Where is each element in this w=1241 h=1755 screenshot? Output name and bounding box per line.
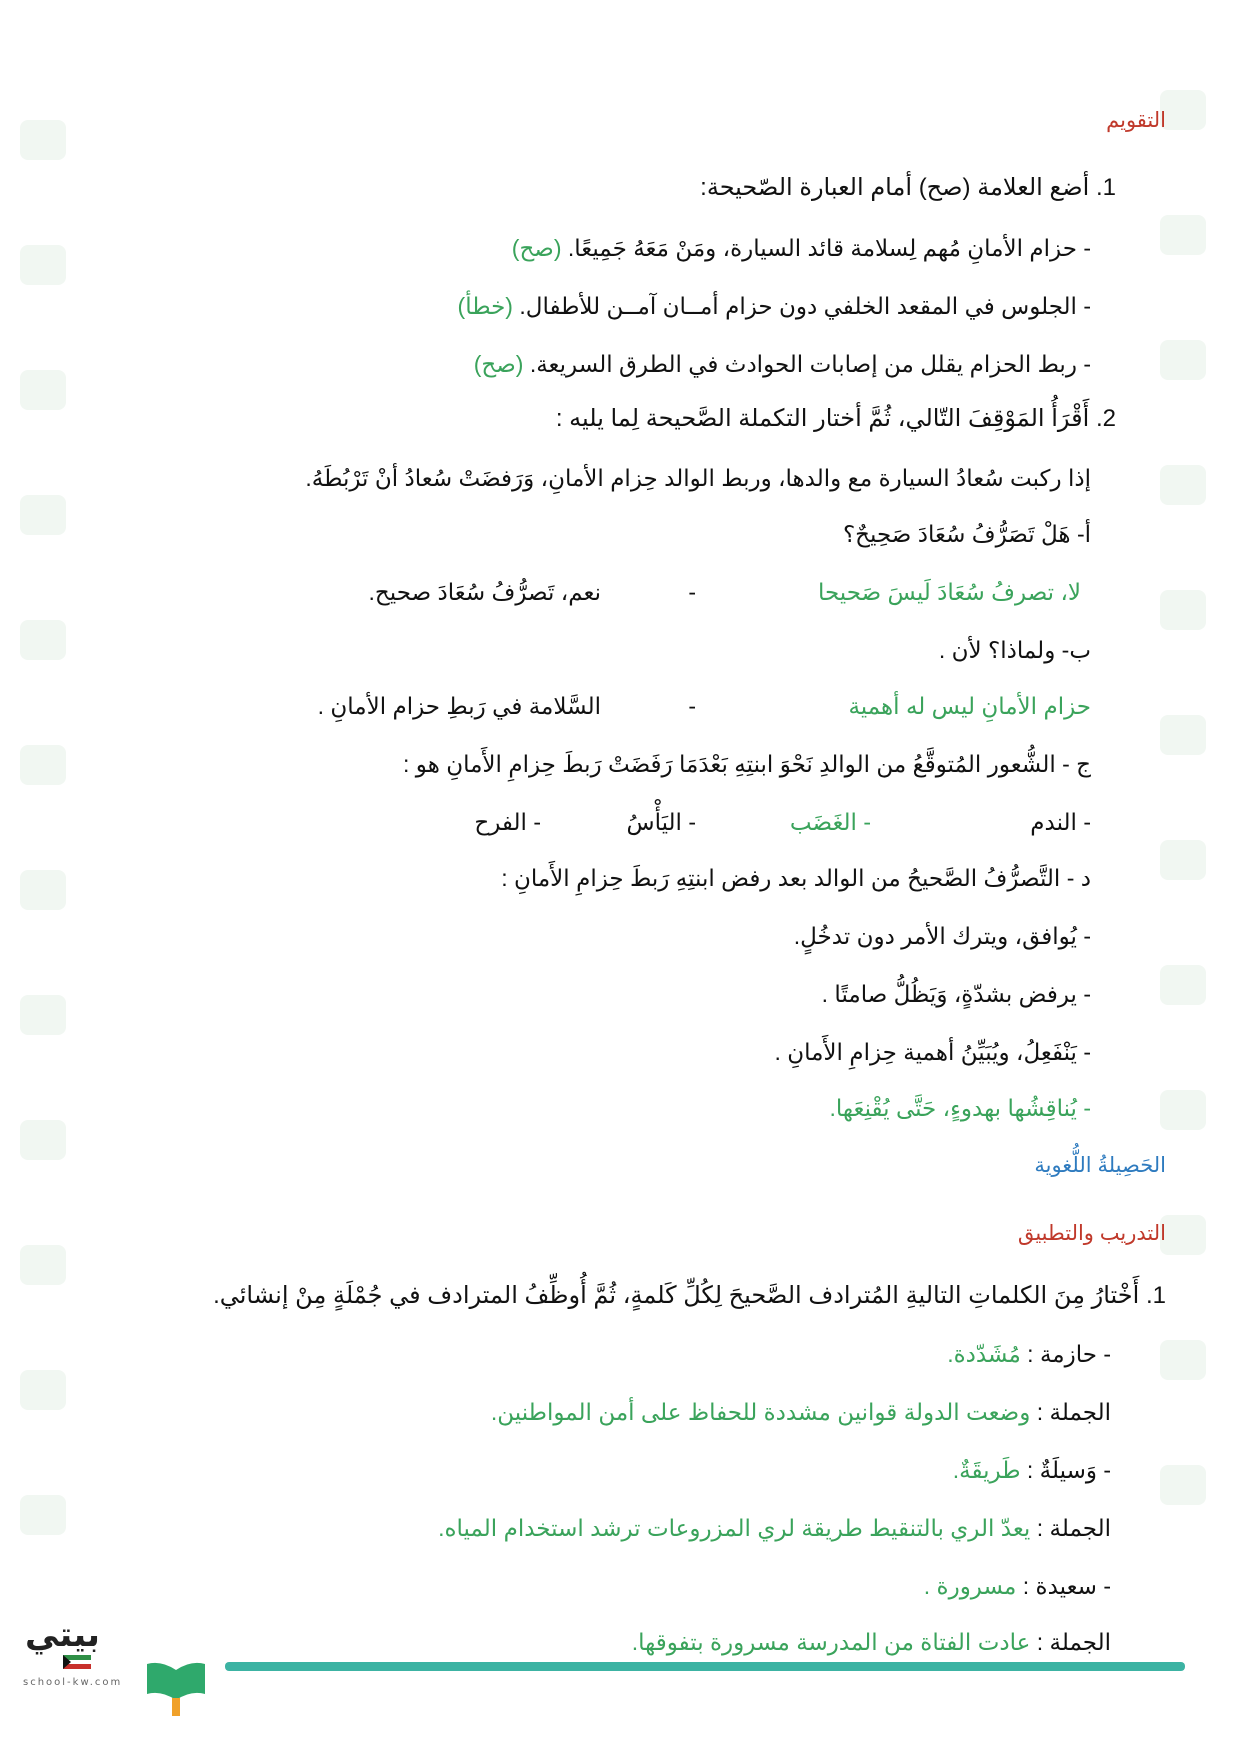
watermark-logo bbox=[20, 620, 66, 660]
question-1-heading: 1. أضع العلامة (صح) أمام العبارة الصّحيحة: bbox=[700, 174, 1116, 201]
q1-item-text: - حزام الأمانِ مُهم لِسلامة قائد السيارة، ومَنْ مَعَهُ جَمِيعًا. bbox=[567, 235, 1091, 261]
practice-1-heading: 1. أَخْتارُ مِنَ الكلماتِ التاليةِ المُترادف الصَّحيحَ لِكُلِّ كَلمةٍ، ثُمَّ أُوظِّفُ المترادف في جُمْلَةٍ مِنْ إنشائي. bbox=[213, 1282, 1166, 1309]
q1-item-2 bbox=[458, 290, 1091, 322]
q2-c-option-4: - الفرح bbox=[474, 809, 541, 835]
book-logo-icon bbox=[145, 1660, 207, 1710]
q2-a-question: أ- هَلْ تَصَرُّفُ سُعَادَ صَحِيحٌ؟ bbox=[842, 521, 1091, 547]
entry-synonym: مسرورة . bbox=[923, 1573, 1017, 1599]
entry-word: - سعيدة : bbox=[1022, 1573, 1111, 1599]
q1-item-1 bbox=[512, 232, 1091, 264]
entry-synonym: مُشَدّدة. bbox=[947, 1341, 1021, 1367]
watermark-logo bbox=[20, 120, 66, 160]
q2-d-option-1: - يُوافق، ويترك الأمر دون تدخُلٍ. bbox=[793, 923, 1091, 949]
practice-entry-sentence bbox=[491, 1396, 1111, 1428]
practice-entry-sentence bbox=[632, 1626, 1111, 1658]
sentence-text: عادت الفتاة من المدرسة مسرورة بتفوقها. bbox=[631, 1629, 1031, 1655]
q2-c-option-correct: - الغَضَب bbox=[789, 809, 871, 835]
watermark-logo bbox=[20, 1495, 66, 1535]
kuwait-flag-icon bbox=[63, 1655, 91, 1669]
q2-passage: إذا ركبت سُعادُ السيارة مع والدها، وربط الوالد حِزام الأمانِ، وَرَفضَتْ سُعادُ أنْ تَرْبُطَهُ. bbox=[305, 465, 1091, 491]
entry-synonym: طَريقَةٌ. bbox=[952, 1457, 1021, 1483]
q2-d-question: د - التَّصرُّفُ الصَّحيحُ من الوالد بعد رفض ابنتِهِ رَبطَ حِزامِ الأَمانِ : bbox=[501, 865, 1091, 891]
watermark-logo bbox=[1160, 1215, 1206, 1255]
q2-a-separator: - bbox=[688, 579, 696, 605]
logo-website: school-kw.com bbox=[23, 1677, 123, 1688]
q2-b-option-correct: حزام الأمانِ ليس له أهمية bbox=[848, 693, 1091, 719]
question-2-heading: 2. أَقْرَأُ المَوْقِفَ التّالي، ثُمَّ أختار التكملة الصَّحيحة لِما يليه : bbox=[555, 405, 1116, 432]
q2-d-option-3: - يَنْفَعِلُ، ويُبَيِّنُ أهمية حِزامِ الأَمانِ . bbox=[774, 1039, 1091, 1065]
q2-b-separator: - bbox=[688, 693, 696, 719]
watermark-logo bbox=[1160, 90, 1206, 130]
q2-c-option-3: - اليَأْسُ bbox=[626, 809, 696, 835]
q1-item-text: - ربط الحزام يقلل من إصابات الحوادث في الطرق السريعة. bbox=[529, 351, 1091, 377]
logo-text: بيتي bbox=[25, 1615, 100, 1655]
q1-item-3 bbox=[474, 348, 1091, 380]
watermark-logo bbox=[1160, 715, 1206, 755]
q2-a-option-correct: لا، تصرفُ سُعَادَ لَيسَ صَحيحا bbox=[817, 579, 1081, 605]
q2-c-option-1: - الندم bbox=[1030, 809, 1091, 835]
watermark-logo bbox=[1160, 465, 1206, 505]
watermark-logo bbox=[20, 1370, 66, 1410]
q2-d-option-correct: - يُناقِشُها بهدوءٍ، حَتَّى يُقْنِعَها. bbox=[829, 1095, 1091, 1121]
q2-b-option-2: السَّلامة في رَبطِ حزام الأمانِ . bbox=[317, 693, 601, 719]
practice-entry-word bbox=[924, 1570, 1111, 1602]
watermark-logo bbox=[1160, 1090, 1206, 1130]
watermark-logo bbox=[1160, 1465, 1206, 1505]
watermark-logo bbox=[20, 870, 66, 910]
watermark-logo bbox=[1160, 215, 1206, 255]
sentence-label: الجملة : bbox=[1036, 1515, 1111, 1541]
q2-d-option-2: - يرفض بشدّةٍ، وَيَظُلُّ صامتًا . bbox=[821, 981, 1091, 1007]
sentence-text: يعدّ الري بالتنقيط طريقة لري المزروعات ترشد استخدام المياه. bbox=[438, 1515, 1031, 1541]
watermark-logo bbox=[20, 495, 66, 535]
answer-badge: (صح) bbox=[473, 351, 524, 377]
watermark-logo bbox=[1160, 965, 1206, 1005]
sentence-label: الجملة : bbox=[1036, 1629, 1111, 1655]
watermark-logo bbox=[20, 1120, 66, 1160]
q2-a-option-2: نعم، تَصرُّفُ سُعَادَ صحيح. bbox=[368, 579, 601, 605]
footer-logo bbox=[15, 1615, 225, 1735]
sentence-label: الجملة : bbox=[1036, 1399, 1111, 1425]
watermark-logo bbox=[20, 745, 66, 785]
watermark-logo bbox=[20, 370, 66, 410]
q2-b-question: ب- ولماذا؟ لأن . bbox=[938, 637, 1091, 663]
entry-word: - حازمة : bbox=[1027, 1341, 1111, 1367]
practice-entry-word bbox=[953, 1454, 1111, 1486]
watermark-logo bbox=[1160, 590, 1206, 630]
watermark-logo bbox=[20, 995, 66, 1035]
footer-divider bbox=[225, 1662, 1185, 1671]
q2-c-question: ج - الشُّعور المُتوقَّعُ من الوالدِ نَحْوَ ابنتِهِ بَعْدَمَا رَفَضَتْ رَبطَ حِزامِ الأَمانِ هو : bbox=[403, 751, 1091, 777]
section-title-evaluation: التقويم bbox=[1106, 109, 1166, 132]
q1-item-text: - الجلوس في المقعد الخلفي دون حزام أمــان آمــن للأطفال. bbox=[519, 293, 1091, 319]
watermark-logo bbox=[1160, 840, 1206, 880]
watermark-logo bbox=[1160, 340, 1206, 380]
answer-badge: (صح) bbox=[511, 235, 562, 261]
section-title-practice: التدريب والتطبيق bbox=[1017, 1222, 1166, 1245]
answer-badge: (خطأ) bbox=[457, 293, 513, 319]
practice-entry-word bbox=[947, 1338, 1111, 1370]
watermark-logo bbox=[20, 245, 66, 285]
section-title-linguistic: الحَصِيلةُ اللُّغوية bbox=[1034, 1154, 1166, 1177]
practice-entry-sentence bbox=[438, 1512, 1111, 1544]
sentence-text: وضعت الدولة قوانين مشددة للحفاظ على أمن المواطنين. bbox=[490, 1399, 1031, 1425]
watermark-logo bbox=[1160, 1340, 1206, 1380]
watermark-logo bbox=[20, 1245, 66, 1285]
entry-word: - وَسيلَةٌ : bbox=[1026, 1457, 1111, 1483]
